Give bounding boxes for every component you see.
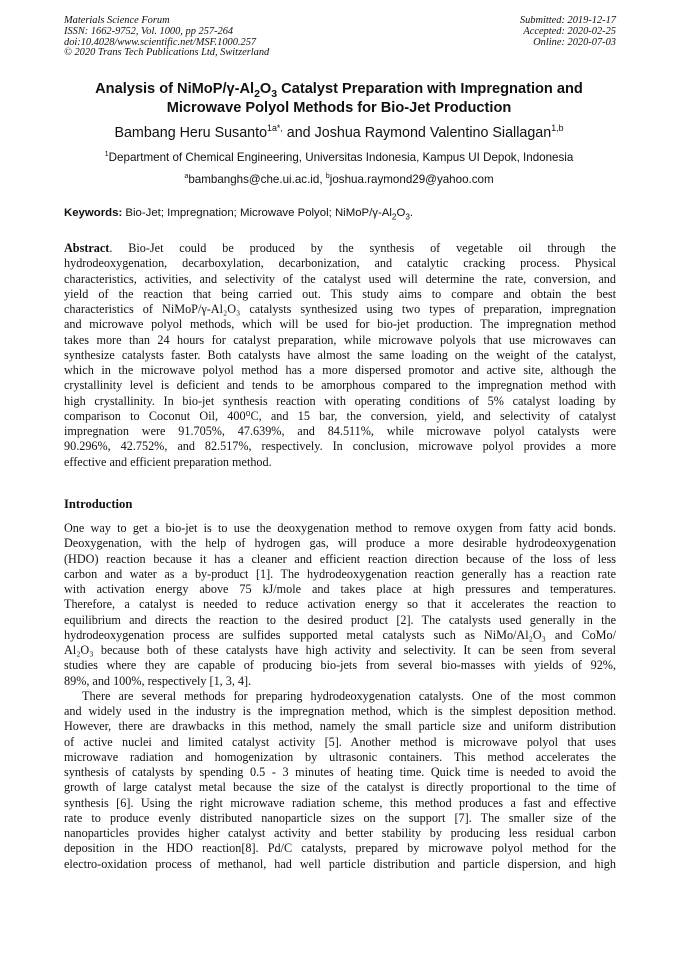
intro-line: 89%, and 100%, respectively [1, 3, 4].	[64, 673, 252, 688]
intro-line: Deoxygenation, with the help of hydrogen gas, will produce a more desirable hydrodeoxygenation	[64, 536, 616, 551]
email-b: joshua.raymond29@yahoo.com	[329, 173, 494, 186]
journal-doi: doi:10.4028/www.scientific.net/MSF.1000.257	[64, 36, 257, 48]
introduction-body	[64, 521, 616, 872]
author-emails: $^a$bambanghs@che.ui.ac.id, $^b$joshua.raymond29@yahoo.com	[184, 171, 494, 186]
publication-dates	[520, 16, 616, 48]
intro-line: nanoparticles provides higher catalyst activity and better stability by producing less residual carbon	[64, 826, 616, 840]
intro-line: Al₂O₃ because both of these catalysts have high activity and selectivity. It can be seen from several	[64, 643, 616, 657]
intro-line: and widely used in the industry is the impregnation method, which is the simplest deposition method.	[64, 704, 616, 718]
intro-line: microwave radiation and homogenization by ultrasonic containers. This method accelerates the	[64, 749, 616, 764]
intro-line: There are several methods for preparing hydrodeoxygenation catalysts. One of the most common	[82, 688, 616, 703]
author-1: Bambang Heru Susanto	[114, 125, 268, 141]
intro-line: Therefore, a catalyst is needed to reduce activation energy so that it accelerates the reaction to	[64, 597, 616, 612]
paper-title	[40, 80, 638, 117]
affiliation: $^1$Department of Chemical Engineering, Universitas Indonesia, Kampus UI Depok, Indonesia	[104, 149, 574, 164]
abstract-line: effective and efficient preparation method.	[64, 454, 272, 469]
intro-line: One way to get a bio-jet is to use the deoxygenation method to remove oxygen from fatty acid bonds.	[64, 521, 616, 535]
abstract-line: takes more than 24 hours for catalyst preparation, while microwave polyols that use microwaves can	[64, 332, 616, 347]
journal-info	[64, 16, 269, 59]
intro-line: equilibrium and directs the reaction to the desired product [2]. The catalysts used generally in the	[64, 612, 616, 627]
journal-name: Materials Science Forum	[64, 15, 170, 26]
email-a: bambanghs@che.ui.ac.id,	[188, 173, 326, 186]
intro-line: However, there are drawbacks in this method, namely the small particle size and uniform distribution	[64, 719, 616, 734]
author-2-marker: 1,b	[551, 123, 564, 134]
abstract-line: high crystallinity. In bio-jet synthesis reaction with operating conditions of 5% catalyst loading by	[64, 393, 616, 408]
abstract-line: and microwave polyol methods, which will be used for bio-jet production. The impregnation method	[64, 317, 616, 332]
abstract-line: characteristics of NiMoP/γ-Al₂O₃ catalysts synthesized using two types of preparation, impregnation	[64, 302, 616, 316]
abstract-label: Abstract	[64, 241, 110, 255]
title-line-1: Analysis of NiMoP/$\gamma-Al_2O_3$ Catalyst Preparation with Impregnation and	[95, 81, 583, 100]
intro-line: synthesis [6]. Using the right microwave radiation scheme, this method produces a fast and effective	[64, 795, 616, 810]
online-date: Online: 2020-07-03	[533, 36, 616, 48]
abstract-line: 90.296%, 42.752%, and 82.517%, respectively. In conclusion, microwave polyol provides a more	[64, 439, 616, 454]
intro-line: synthesis of catalysts by spending 0.5 - 3 minutes of heating time. Quick time is needed to avoid the	[64, 765, 616, 779]
abstract-line: synthesize catalysts faster. Both catalysts have almost the same loading on the weight of the catalyst,	[64, 347, 616, 362]
intro-line: hydrodeoxygenation process are sulfides supported metal catalysts such as NiMo/Al₂O₃ and CoMo/	[64, 627, 616, 642]
intro-line: studies where they are capable of producing bio-jets from several bio-masses with yields of 92%,	[64, 658, 616, 673]
journal-issn: ISSN: 1662-9752, Vol. 1000, pp 257-264	[64, 25, 234, 37]
intro-line: rate to produce evenly distributed nanoparticle sizes on the support [7]. The smaller size of the	[64, 810, 616, 825]
abstract-line: comparison to Coconut Oil, 400⁰C, and 15 bar, the conversion, yield, and selectivity of catalyst	[64, 408, 616, 423]
abstract-line: which in the microwave polyol method has a more dispersed promotor and active site, although the	[64, 363, 616, 377]
author-2: Joshua Raymond Valentino Siallagan	[314, 125, 552, 141]
intro-line: electro-oxidation process of methanol, had well particle distribution and particle dispersion, and high	[64, 856, 616, 871]
intro-line: of active nuclei and limited catalyst activity [5]. Another method is microwave polyol that uses	[64, 734, 616, 749]
abstract-line: hydrodeoxygenation, decarboxylation, decarbonization, and catalytic cracking process. Physical	[64, 256, 616, 271]
submitted-date: Submitted: 2019-12-17	[519, 15, 616, 26]
abstract-line: Abstract. Bio-Jet could be produced by the synthesis of vegetable oil through the	[64, 241, 616, 255]
journal-copyright: © 2020 Trans Tech Publications Ltd, Switzerland	[64, 47, 270, 59]
abstract-line: yield of the reaction that being carried out. This study aims to compare and obtain the best	[64, 286, 616, 301]
abstract-line: characteristics, activities, and selectivity of the catalyst used will determine the rate, conversion, and	[64, 271, 616, 286]
intro-line: carbon and water as a by-product [1]. The hydrodeoxygenation reaction generally has a reaction rate	[64, 566, 616, 581]
abstract	[64, 241, 616, 470]
section-heading-introduction: Introduction	[64, 497, 133, 511]
intro-line: growth of large catalyst metal because the size of the catalyst is directly proportional to the time of	[64, 780, 616, 795]
intro-line: (HDO) reaction because it has a cleaner and efficient reaction direction because of the loss of less	[64, 551, 616, 566]
abstract-line: crystallinity level is deficient and tends to be amorphous compared to the impregnation method with	[64, 378, 616, 393]
keywords: Keywords: Bio-Jet; Impregnation; Microwave Polyol; NiMoP/$\gamma-Al_2O_3$.	[64, 207, 414, 222]
intro-line: with activation energy above 75 kJ/mole and takes place at high pressures and temperatures.	[64, 582, 616, 596]
abstract-line: impregnation were 91.705%, 47.639%, and 84.511%, while microwave polyol catalysts were	[64, 424, 616, 438]
author-1-marker: 1a*,	[267, 123, 283, 134]
title-line-2: Microwave Polyol Methods for Bio-Jet Production	[166, 99, 512, 116]
accepted-date: Accepted: 2020-02-25	[523, 25, 616, 37]
author-list: Bambang Heru Susanto$^{1a*,}$ and Joshua Raymond Valentino Siallagan$^{1,b}$	[114, 123, 564, 141]
intro-line: deposition in the HDO reaction[8]. Pd/C catalysts, prepared by microwave polyol method for the	[64, 841, 616, 856]
keywords-label: Keywords:	[64, 207, 123, 219]
